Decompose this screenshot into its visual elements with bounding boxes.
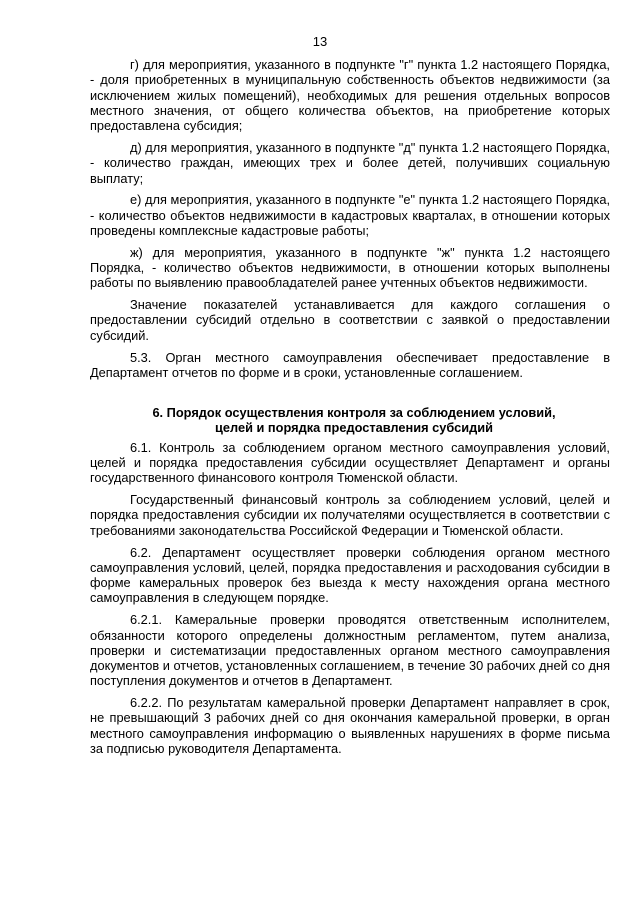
section-6-heading — [90, 405, 610, 436]
paragraph-6-2-1: 6.2.1. Камеральные проверки проводятся ответственным исполнителем, обязанности которого определены должностным регламентом, путем анализа, проверки и систематизации предоставленных органом местного самоуправления документов и отчетов, установленных соглашением, в течение 30 рабочих дней со дня поступления документов и отчетов в Департамент. — [90, 612, 610, 689]
paragraph-4-1-e: е) для мероприятия, указанного в подпункте "е" пункта 1.2 настоящего Порядка, - количество объектов недвижимости в кадастровых кварталах, в отношении которых проведены комплексные кадастровые работы; — [90, 192, 610, 238]
document-body — [90, 57, 610, 763]
paragraph-state-financial-control: Государственный финансовый контроль за соблюдением условий, целей и порядка предоставления субсидии их получателями осуществляется в соответствии с требованиями законодательства Российской Федерации и Тюменской области. — [90, 492, 610, 538]
paragraph-5-3: 5.3. Орган местного самоуправления обеспечивает предоставление в Департамент отчетов по форме и в сроки, установленные соглашением. — [90, 349, 610, 380]
section-6-heading-line-2: целей и порядка предоставления субсидий — [215, 420, 493, 436]
paragraph-4-1-zh: ж) для мероприятия, указанного в подпункте "ж" пункта 1.2 настоящего Порядка, - количество объектов недвижимости, в отношении которых выполнены работы по выявлению правообладателей ранее учтенных объектов недвижимости. — [90, 244, 610, 291]
page-number: 13 — [312, 34, 328, 49]
paragraph-6-2-2: 6.2.2. По результатам камеральной проверки Департамент направляет в срок, не превышающий 3 рабочих дней со дня окончания камеральной проверки, в орган местного самоуправления информацию о выявленных нарушениях в форме письма за подписью руководителя Департамента. — [90, 695, 610, 757]
paragraph-4-1-d: д) для мероприятия, указанного в подпункте "д" пункта 1.2 настоящего Порядка, - количество граждан, имеющих трех и более детей, получивших социальную выплату; — [90, 139, 610, 186]
section-6-heading-line-1: 6. Порядок осуществления контроля за соблюдением условий, — [152, 405, 556, 421]
paragraph-6-2: 6.2. Департамент осуществляет проверки соблюдения органом местного самоуправления условий, целей, порядка предоставления и расходования субсидии в форме камеральных проверок без выезда к месту нахождения органа местного самоуправления в следующем порядке. — [90, 544, 610, 606]
paragraph-indicator-value: Значение показателей устанавливается для каждого соглашения о предоставлении субсидий отдельно в соответствии с заявкой о предоставлении субсидий. — [90, 297, 610, 343]
paragraph-6-1: 6.1. Контроль за соблюдением органом местного самоуправления условий, целей и порядка предоставления субсидии осуществляет Департамент и органы государственного финансового контроля Тюменской области. — [90, 439, 610, 486]
paragraph-4-1-g: г) для мероприятия, указанного в подпункте "г" пункта 1.2 настоящего Порядка, - доля приобретенных в муниципальную собственность объектов недвижимости (за исключением жилых помещений), необходимых для решения отдельных вопросов местного значения, от общего количества объектов, на приобретение которых предоставлена субсидия; — [90, 57, 610, 134]
